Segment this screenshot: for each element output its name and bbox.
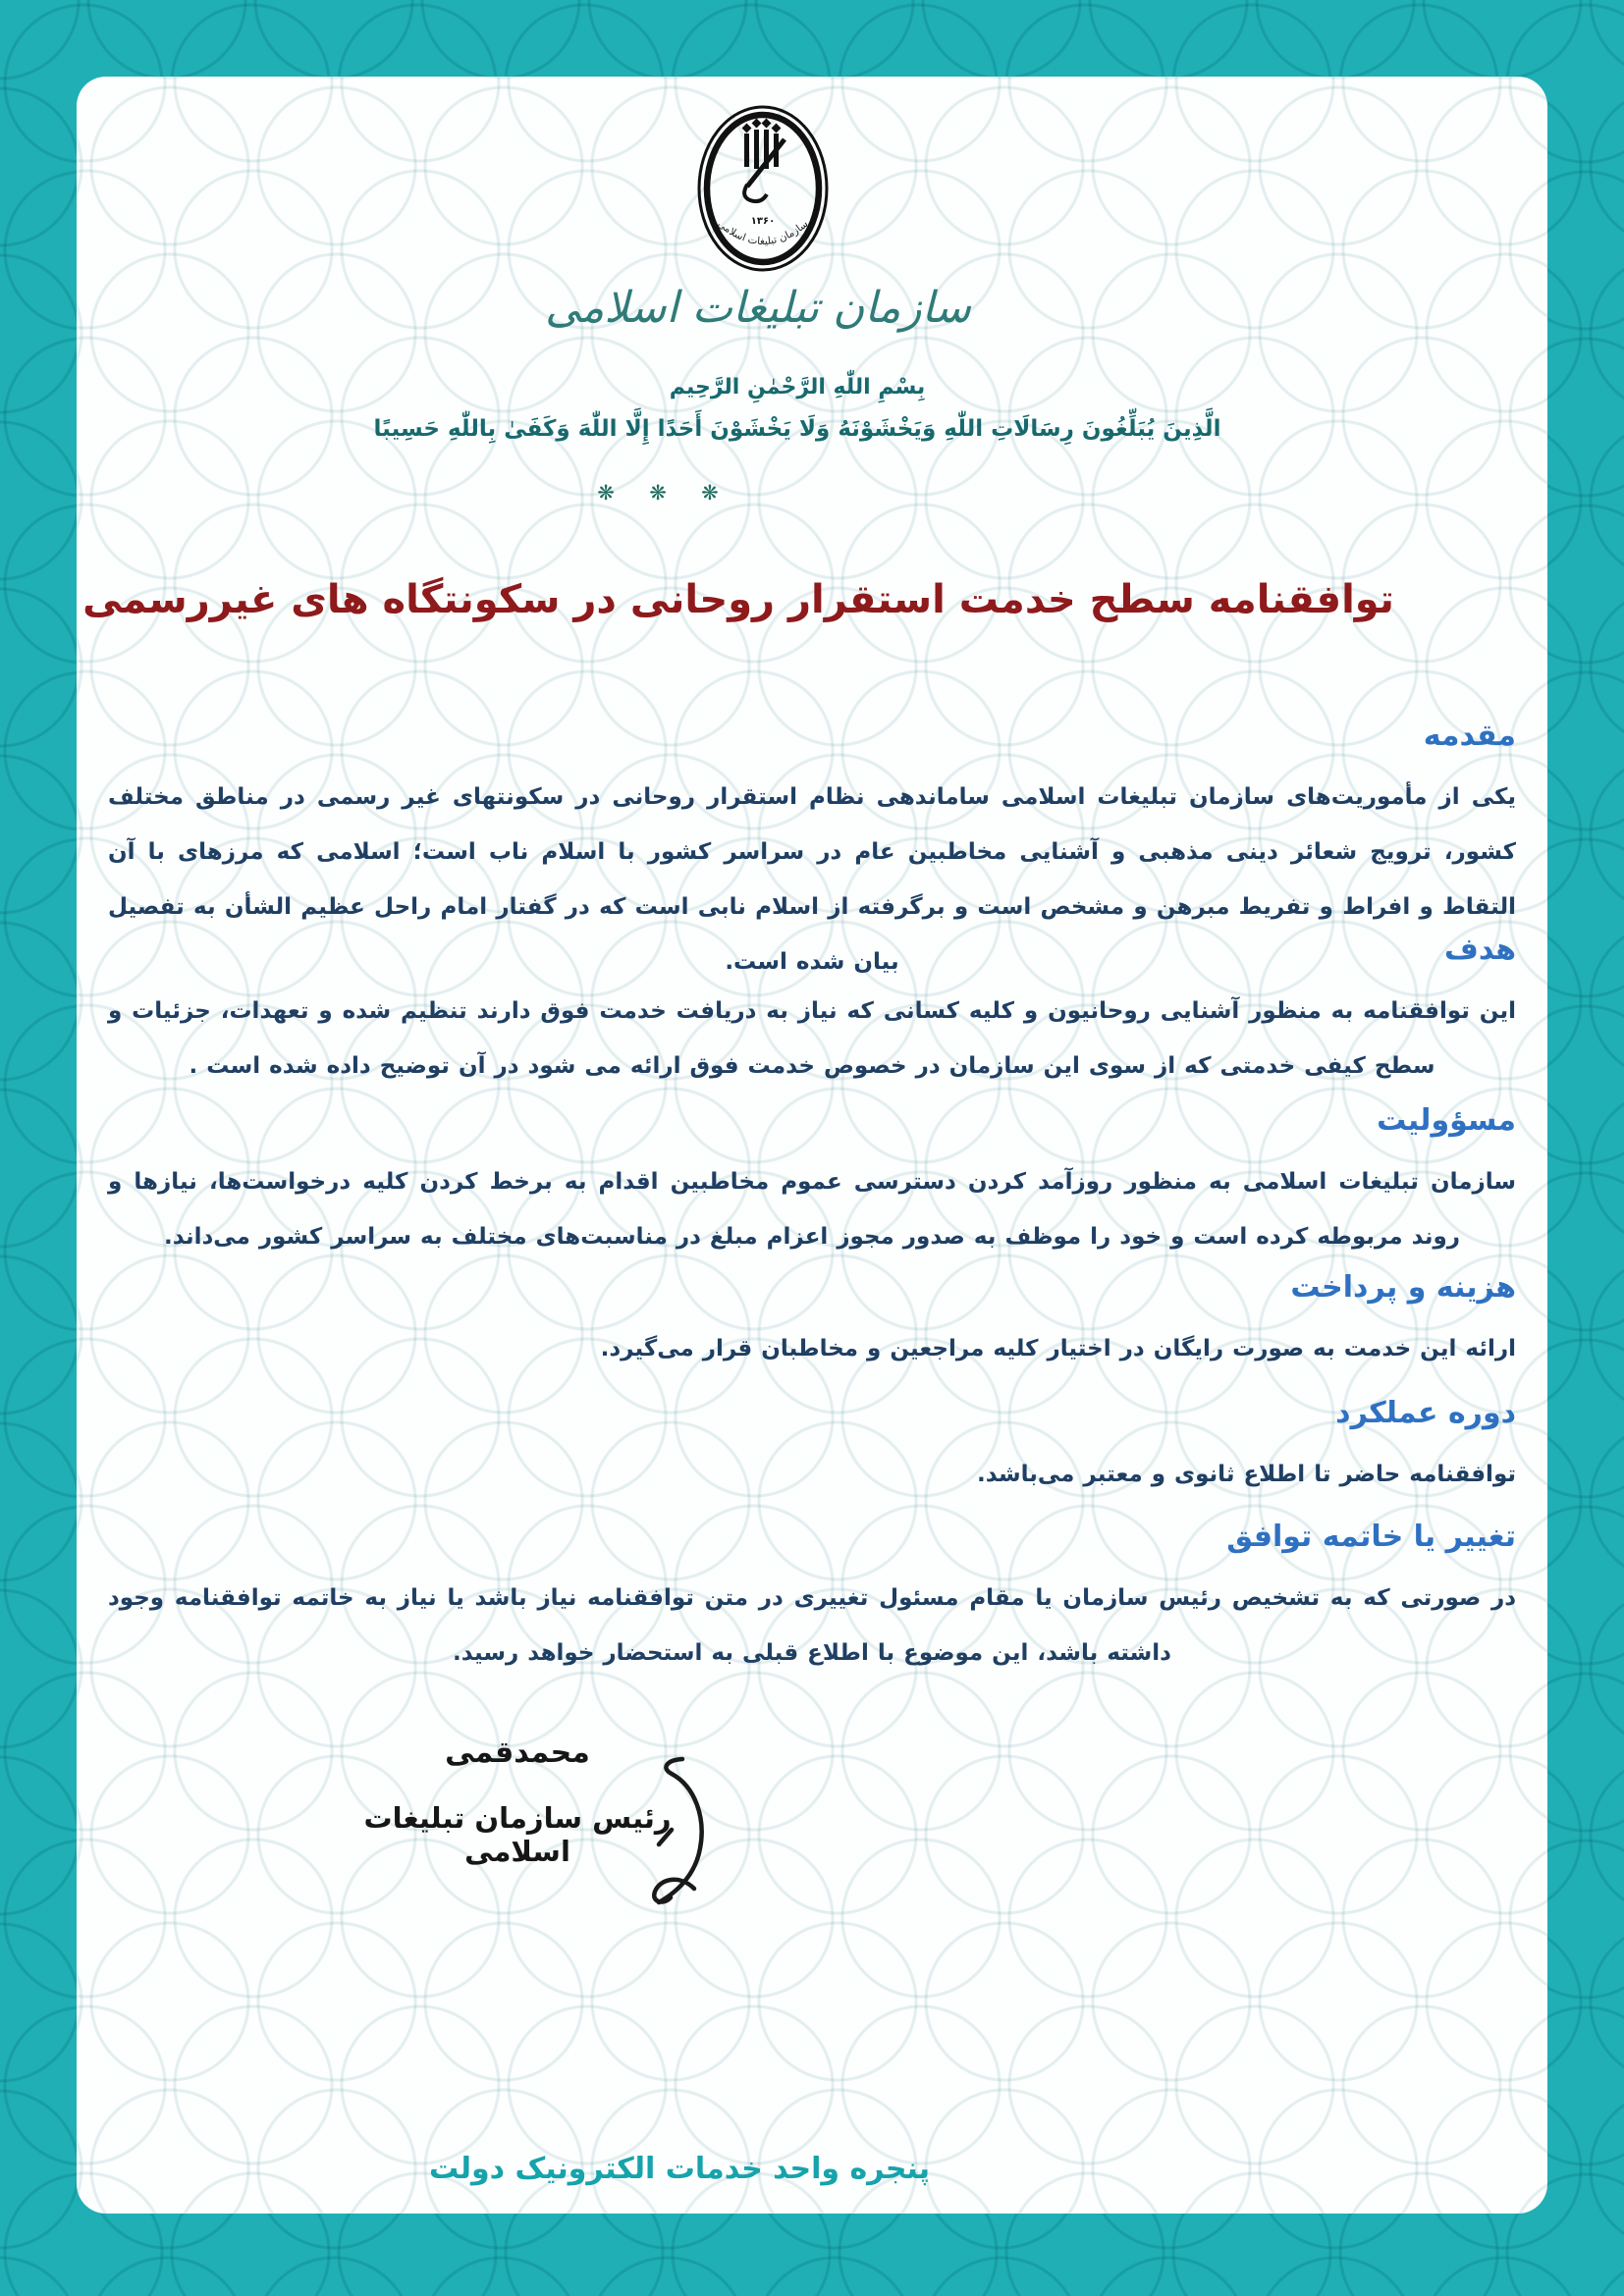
signer-role: رئیس سازمان تبلیغات اسلامی [363, 1801, 672, 1868]
allah-calligraphy-icon [742, 119, 785, 202]
section-heading: مسؤولیت [1377, 1103, 1516, 1138]
section-body: این توافقنامه به منظور آشنایی روحانیون و کلیه کسانی که نیاز به دریافت خدمت فوق دارند تنظیم شده و تعهدات، جزئیات و سطح کیفی خدمتی که از سوی این سازمان در خصوص خدمت فوق ارائه می شود در آن توضیح داده شده است . [108, 998, 1516, 1079]
section-body: سازمان تبلیغات اسلامی به منظور روزآمد کردن دسترسی عموم مخاطبین اقدام به برخط کردن کلیه درخواست‌ها، نیازها و روند مربوطه کرده است و خود را موظف به صدور مجوز اعزام مبلغ در مناسبت‌های مختلف به سراسر کشور می‌داند. [108, 1169, 1516, 1250]
section-body: توافقنامه حاضر تا اطلاع ثانوی و معتبر می‌باشد. [977, 1462, 1516, 1487]
section-heading: هدف [1444, 933, 1516, 967]
emblem-circle-text: سازمان تبلیغات اسلامی [715, 218, 811, 248]
section-performance-period [108, 1392, 1516, 1502]
star-separator: ❋ ❋ ❋ [597, 481, 732, 505]
section-body: ارائه این خدمت به صورت رایگان در اختیار کلیه مراجعین و مخاطبان قرار می‌گیرد. [600, 1336, 1516, 1362]
section-body: یکی از مأموریت‌های سازمان تبلیغات اسلامی ساماندهی نظام استقرار روحانی در سکونتهای غیر رسمی در مناطق مختلف کشور، ترویج شعائر دینی مذهبی و آشنایی مخاطبین عام در سراسر کشور با اسلام ناب است؛ اسلامی که مرزهای با آن التقاط و افراط و تفریط مبرهن و مشخص است و برگرفته از اسلام نابی است که در گفتار امام راحل عظیم الشأن به تفصیل بیان شده است. [108, 784, 1516, 975]
section-body: در صورتی که به تشخیص رئیس سازمان یا مقام مسئول تغییری در متن توافقنامه نیاز باشد یا نیاز به خاتمه توافقنامه وجود داشته باشد، این موضوع با اطلاع قبلی به استحضار خواهد رسید. [108, 1585, 1516, 1666]
handwritten-signature-icon [618, 1749, 735, 1921]
section-cost-payment [108, 1266, 1516, 1376]
signer-name: محمدقمی [445, 1735, 590, 1770]
emblem-year: ۱۳۶۰ [750, 216, 776, 227]
section-change-termination [108, 1516, 1516, 1681]
section-heading: تغییر یا خاتمه توافق [1226, 1520, 1516, 1554]
org-emblem-icon [694, 104, 832, 273]
footer-service-window: پنجره واحد خدمات الکترونیک دولت [429, 2152, 930, 2186]
document-title: توافقنامه سطح خدمت استقرار روحانی در سکونتگاه های غیررسمی [82, 577, 1394, 622]
bismillah-text: بِسْمِ اللّٰهِ الرَّحْمٰنِ الرَّحِیم [669, 375, 926, 400]
section-heading: مقدمه [1423, 719, 1516, 753]
section-heading: هزینه و پرداخت [1290, 1270, 1516, 1305]
section-responsibility [108, 1099, 1516, 1264]
org-name-calligraphy: سازمان تبلیغات اسلامی [545, 283, 971, 333]
quran-verse-text: الَّذِینَ یُبَلِّغُونَ رِسَالَاتِ اللّٰهِ وَیَخْشَوْنَهُ وَلَا یَخْشَوْنَ أَحَدًا إِلَّا اللّٰهَ وَکَفَىٰ بِاللّٰهِ حَسِیبًا [373, 416, 1221, 442]
section-goal [108, 929, 1516, 1094]
signature-block [321, 1735, 714, 1868]
section-heading: دوره عملکرد [1335, 1396, 1516, 1430]
